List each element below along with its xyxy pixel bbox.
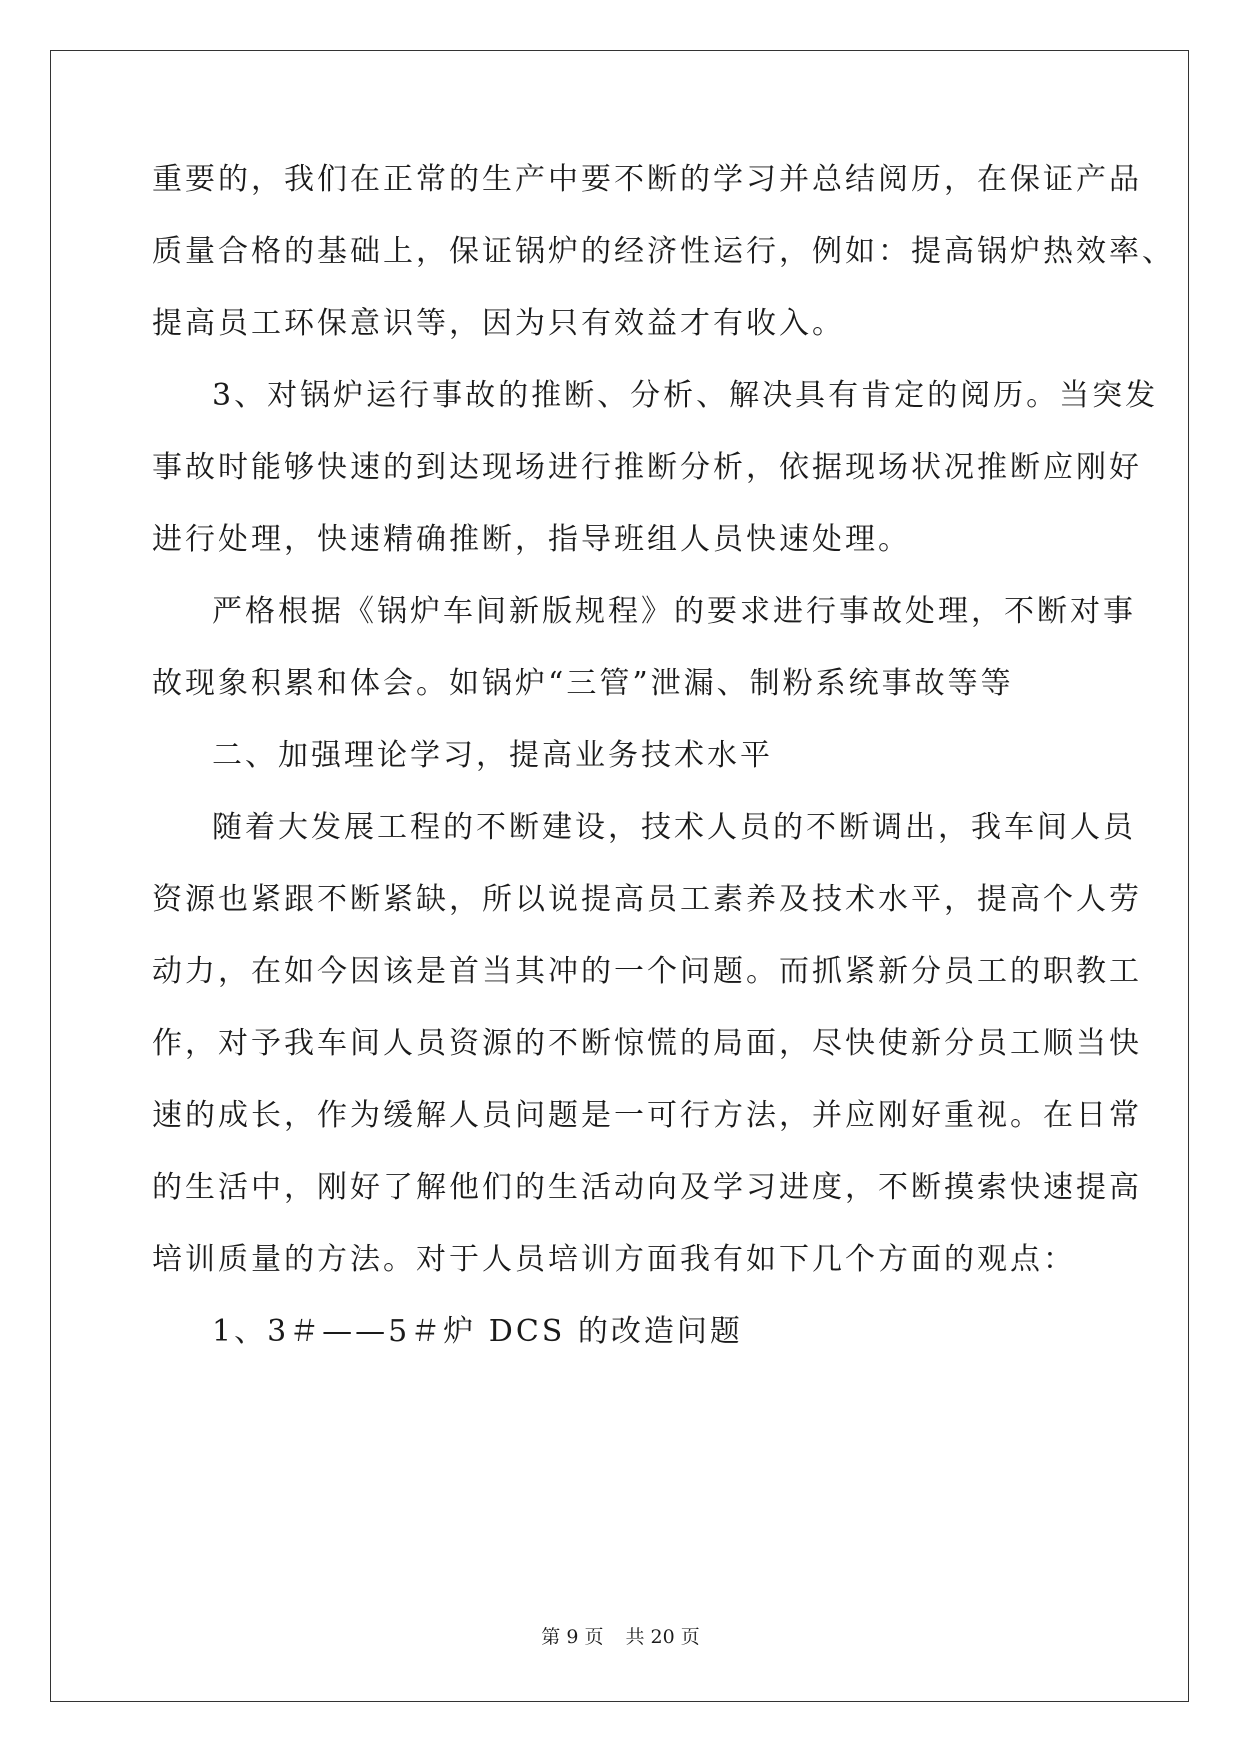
text-line-6: 进行处理，快速精确推断，指导班组人员快速处理。 — [152, 522, 911, 557]
text-line-13: 作，对予我车间人员资源的不断惊慌的局面，尽快使新分员工顺当快 — [152, 1026, 1142, 1061]
page-number: 第 9 页 — [541, 1626, 604, 1648]
text-line-16: 培训质量的方法。对于人员培训方面我有如下几个方面的观点： — [152, 1242, 1076, 1277]
text-line-11: 资源也紧跟不断紧缺，所以说提高员工素养及技术水平，提高个人劳 — [152, 882, 1142, 917]
text-line-14: 速的成长，作为缓解人员问题是一可行方法，并应刚好重视。在日常 — [152, 1098, 1142, 1133]
text-line-8: 故现象积累和体会。如锅炉“三管”泄漏、制粉系统事故等等 — [152, 666, 1014, 701]
text-line-2: 质量合格的基础上，保证锅炉的经济性运行，例如：提高锅炉热效率、 — [152, 234, 1175, 269]
text-line-4: 3、对锅炉运行事故的推断、分析、解决具有肯定的阅历。当突发 — [212, 378, 1159, 413]
text-line-7: 严格根据《锅炉车间新版规程》的要求进行事故处理，不断对事 — [212, 594, 1136, 629]
text-line-1: 重要的，我们在正常的生产中要不断的学习并总结阅历，在保证产品 — [152, 162, 1142, 197]
page-footer — [0, 1625, 1241, 1649]
list-item-heading: 1、3＃——5＃炉 DCS 的改造问题 — [212, 1314, 743, 1349]
text-line-3: 提高员工环保意识等，因为只有效益才有收入。 — [152, 306, 845, 341]
text-line-10: 随着大发展工程的不断建设，技术人员的不断调出，我车间人员 — [212, 810, 1136, 845]
page-border — [50, 50, 1189, 1702]
section-heading: 二、加强理论学习，提高业务技术水平 — [212, 738, 773, 773]
text-line-12: 动力，在如今因该是首当其冲的一个问题。而抓紧新分员工的职教工 — [152, 954, 1142, 989]
page-total: 共 20 页 — [625, 1626, 700, 1648]
text-line-15: 的生活中，刚好了解他们的生活动向及学习进度，不断摸索快速提高 — [152, 1170, 1142, 1205]
text-line-5: 事故时能够快速的到达现场进行推断分析，依据现场状况推断应刚好 — [152, 450, 1142, 485]
